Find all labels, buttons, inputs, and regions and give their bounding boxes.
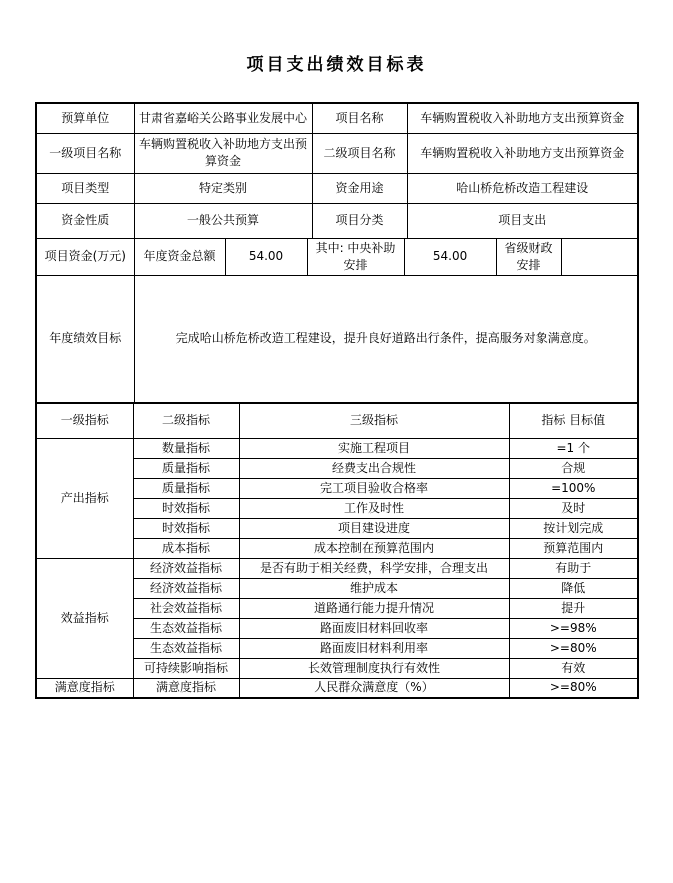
indicator-level3-cell: 工作及时性 xyxy=(239,498,509,518)
info-label-cell: 二级项目名称 xyxy=(312,133,407,173)
indicator-target-cell: >=80% xyxy=(509,678,638,698)
info-value-cell: 甘肃省嘉峪关公路事业发展中心 xyxy=(134,103,312,133)
indicator-level2-cell: 生态效益指标 xyxy=(133,638,239,658)
indicator-level3-cell: 长效管理制度执行有效性 xyxy=(239,658,509,678)
table-row xyxy=(36,103,638,133)
indicator-target-cell: 及时 xyxy=(509,498,638,518)
info-label-cell: 资金性质 xyxy=(36,203,134,238)
indicator-target-cell: >=80% xyxy=(509,638,638,658)
info-label-cell: 预算单位 xyxy=(36,103,134,133)
funding-provincial-value-cell xyxy=(561,238,638,275)
indicator-level3-cell: 项目建设进度 xyxy=(239,518,509,538)
funding-total-label-cell: 年度资金总额 xyxy=(134,238,225,275)
indicator-level3-cell: 是否有助于相关经费，科学安排，合理支出 xyxy=(239,558,509,578)
table-row xyxy=(36,133,638,173)
indicator-target-cell: 有助于 xyxy=(509,558,638,578)
indicator-table xyxy=(35,402,639,699)
info-label-cell: 项目分类 xyxy=(312,203,407,238)
indicator-level3-cell: 维护成本 xyxy=(239,578,509,598)
indicator-level2-cell: 经济效益指标 xyxy=(133,558,239,578)
page-title: 项目支出绩效目标表 xyxy=(246,55,427,75)
indicator-level2-cell: 社会效益指标 xyxy=(133,598,239,618)
funding-provincial-label-cell: 省级财政安排 xyxy=(496,238,561,275)
indicator-section-cell: 效益指标 xyxy=(36,558,133,678)
indicator-level3-cell: 成本控制在预算范围内 xyxy=(239,538,509,558)
project-info-table xyxy=(35,102,639,404)
indicator-level3-cell: 实施工程项目 xyxy=(239,438,509,458)
table-row xyxy=(36,203,638,238)
indicator-level2-cell: 可持续影响指标 xyxy=(133,658,239,678)
annual-goal-text-cell: 完成哈山桥危桥改造工程建设，提升良好道路出行条件，提高服务对象满意度。 xyxy=(134,275,638,403)
indicator-level3-cell: 经费支出合规性 xyxy=(239,458,509,478)
indicator-target-cell: 合规 xyxy=(509,458,638,478)
info-label-cell: 项目名称 xyxy=(312,103,407,133)
funding-central-value-cell: 54.00 xyxy=(404,238,496,275)
indicator-header-row xyxy=(36,403,638,438)
info-value-cell: 特定类别 xyxy=(134,173,312,203)
funding-total-value-cell: 54.00 xyxy=(225,238,307,275)
indicator-target-cell: 按计划完成 xyxy=(509,518,638,538)
indicator-row xyxy=(36,438,638,458)
funding-central-label-cell: 其中: 中央补助安排 xyxy=(307,238,404,275)
info-value-cell: 车辆购置税收入补助地方支出预算资金 xyxy=(407,103,638,133)
indicator-section-cell: 产出指标 xyxy=(36,438,133,558)
annual-goal-label-cell: 年度绩效目标 xyxy=(36,275,134,403)
indicator-level2-cell: 经济效益指标 xyxy=(133,578,239,598)
indicator-level2-cell: 时效指标 xyxy=(133,518,239,538)
indicator-level3-cell: 路面废旧材料利用率 xyxy=(239,638,509,658)
indicator-target-cell: >=98% xyxy=(509,618,638,638)
annual-goal-row xyxy=(36,275,638,403)
info-value-cell: 哈山桥危桥改造工程建设 xyxy=(407,173,638,203)
indicator-level2-cell: 满意度指标 xyxy=(133,678,239,698)
table-row xyxy=(36,173,638,203)
indicator-target-cell: 提升 xyxy=(509,598,638,618)
indicator-level2-cell: 时效指标 xyxy=(133,498,239,518)
indicator-target-cell: 预算范围内 xyxy=(509,538,638,558)
info-value-cell: 项目支出 xyxy=(407,203,638,238)
indicator-header-cell: 一级指标 xyxy=(36,403,133,438)
indicator-row xyxy=(36,678,638,698)
info-value-cell: 车辆购置税收入补助地方支出预算资金 xyxy=(407,133,638,173)
info-value-cell: 一般公共预算 xyxy=(134,203,312,238)
indicator-target-cell: 有效 xyxy=(509,658,638,678)
indicator-target-cell: =1 个 xyxy=(509,438,638,458)
funding-label-cell: 项目资金(万元) xyxy=(36,238,134,275)
indicator-level2-cell: 成本指标 xyxy=(133,538,239,558)
indicator-header-cell: 三级指标 xyxy=(239,403,509,438)
indicator-header-cell: 指标 目标值 xyxy=(509,403,638,438)
indicator-header-cell: 二级指标 xyxy=(133,403,239,438)
indicator-target-cell: 降低 xyxy=(509,578,638,598)
info-label-cell: 一级项目名称 xyxy=(36,133,134,173)
indicator-level3-cell: 人民群众满意度（%） xyxy=(239,678,509,698)
info-value-cell: 车辆购置税收入补助地方支出预算资金 xyxy=(134,133,312,173)
indicator-level2-cell: 质量指标 xyxy=(133,458,239,478)
indicator-level3-cell: 路面废旧材料回收率 xyxy=(239,618,509,638)
info-label-cell: 项目类型 xyxy=(36,173,134,203)
indicator-level2-cell: 生态效益指标 xyxy=(133,618,239,638)
funding-row xyxy=(36,238,638,275)
indicator-level2-cell: 质量指标 xyxy=(133,478,239,498)
indicator-row xyxy=(36,558,638,578)
indicator-level2-cell: 数量指标 xyxy=(133,438,239,458)
info-label-cell: 资金用途 xyxy=(312,173,407,203)
indicator-section-cell: 满意度指标 xyxy=(36,678,133,698)
indicator-target-cell: =100% xyxy=(509,478,638,498)
indicator-level3-cell: 道路通行能力提升情况 xyxy=(239,598,509,618)
indicator-level3-cell: 完工项目验收合格率 xyxy=(239,478,509,498)
